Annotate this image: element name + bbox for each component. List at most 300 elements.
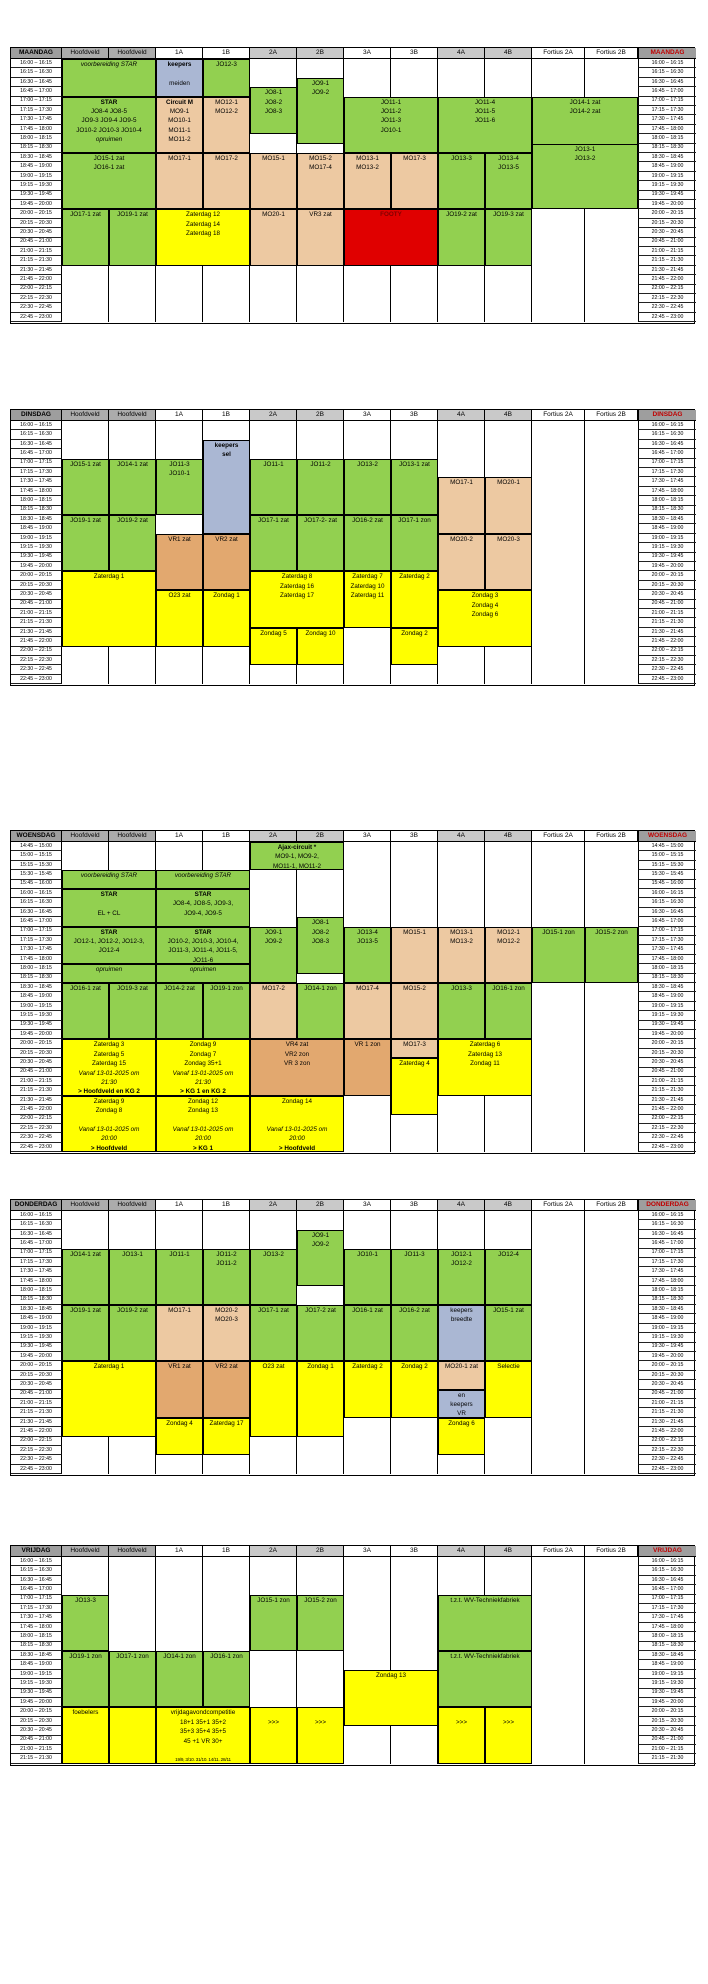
cell-line: Circuit M <box>166 98 193 106</box>
time-slot-label: 17:15 – 17:30 <box>11 1604 62 1613</box>
cell-line: voorbereiding STAR <box>80 61 138 68</box>
schedule-cell <box>156 870 250 889</box>
schedule-cell <box>156 1418 203 1456</box>
time-slot-label: 15:45 – 16:00 <box>638 880 696 889</box>
schedule-cell <box>438 97 532 153</box>
time-slot-label: 22:00 – 22:15 <box>638 1437 696 1446</box>
time-slot-label: 19:15 – 19:30 <box>11 181 62 190</box>
cell-line: JO11-3 <box>404 1250 425 1258</box>
time-slot-label: 17:45 – 18:00 <box>11 955 62 964</box>
time-slot-label: 16:45 – 17:00 <box>11 917 62 926</box>
time-slot-label: 19:15 – 19:30 <box>638 543 696 552</box>
schedule-cell <box>250 1249 297 1305</box>
cell-line: voorbereiding STAR <box>80 872 138 880</box>
time-slot-label: 22:30 – 22:45 <box>638 1455 696 1464</box>
cell-line: Selectie <box>497 1363 520 1371</box>
time-slot-label: 20:00 – 20:15 <box>638 1361 696 1370</box>
cell-line: t.z.t. WV-Techniekfabriek <box>450 1653 520 1660</box>
time-slot-label: 21:30 – 21:45 <box>11 266 62 275</box>
cell-line: MO13-1 <box>356 155 379 162</box>
time-slot-label: 22:00 – 22:15 <box>11 1437 62 1446</box>
cell-line: JO14-1 zat <box>569 98 601 106</box>
schedule-cell <box>250 1039 344 1095</box>
schedule-cell <box>391 927 438 983</box>
time-slot-label: 16:00 – 16:15 <box>11 59 62 68</box>
cell-line: keepers <box>450 1307 473 1314</box>
cell-line: JO13-1 <box>122 1250 143 1258</box>
time-slot-label: 17:45 – 18:00 <box>638 1277 696 1286</box>
schedule-cell <box>109 1707 156 1763</box>
time-slot-label: 20:00 – 20:15 <box>11 1361 62 1370</box>
cell-line: JO11-2 <box>216 1250 237 1258</box>
schedule-cell <box>62 1361 156 1436</box>
time-slot-label: 17:45 – 18:00 <box>11 1623 62 1632</box>
schedule-cell <box>297 1707 344 1763</box>
schedule-cell <box>438 1418 485 1456</box>
cell-line: JO9-2 <box>264 937 283 945</box>
cell-line: JO19-2 zat <box>117 1307 148 1314</box>
column-header-1b: 1B <box>203 1546 250 1557</box>
time-slot-label: 16:45 – 17:00 <box>11 1585 62 1594</box>
cell-line: foebelers <box>72 1709 99 1717</box>
time-slot-label: 19:00 – 19:15 <box>11 1002 62 1011</box>
schedule-cell <box>62 59 156 97</box>
column-header-3a: 3A <box>344 48 391 59</box>
time-slot-label: 15:15 – 15:30 <box>11 861 62 870</box>
cell-line: Zondag 6 <box>448 1419 475 1427</box>
cell-line: JO8-4 JO8-5 <box>90 107 128 115</box>
time-slot-label: 21:00 – 21:15 <box>638 1745 696 1754</box>
schedule-cell <box>344 1361 391 1417</box>
cell-line: VR2 zon <box>284 1050 310 1058</box>
cell-line: MO13-2 <box>356 164 379 172</box>
cell-line: >>> <box>502 1718 515 1726</box>
column-header-hoofdveld: Hoofdveld <box>62 410 109 421</box>
cell-line: O23 zat <box>168 592 191 600</box>
time-slot-label: 19:00 – 19:15 <box>638 172 696 181</box>
schedule-cell <box>203 153 250 209</box>
cell-line: JO11-1 <box>169 1250 190 1258</box>
cell-line: MO17-3 <box>403 1041 426 1049</box>
time-slot-label: 16:00 – 16:15 <box>638 1211 696 1220</box>
time-slot-label: 20:00 – 20:15 <box>11 1707 62 1716</box>
time-slot-label: 21:45 – 22:00 <box>11 1427 62 1436</box>
schedule-cell <box>109 209 156 265</box>
schedule-cell <box>297 459 344 515</box>
cell-line: JO11-4 <box>474 98 496 106</box>
cell-line: Zaterdag 13 <box>468 1050 502 1058</box>
cell-line: JO15-1 zat <box>93 155 125 162</box>
schedule-cell <box>438 1595 532 1651</box>
time-slot-label: 18:45 – 19:00 <box>638 1314 696 1323</box>
time-slot-label: 19:00 – 19:15 <box>11 1324 62 1333</box>
cell-line: MO13-1 <box>450 928 473 936</box>
time-slot-label: 22:30 – 22:45 <box>11 1133 62 1142</box>
schedule-cell <box>485 209 532 265</box>
time-slot-label: 20:00 – 20:15 <box>638 1039 696 1048</box>
time-slot-label: 21:00 – 21:15 <box>638 609 696 618</box>
cell-line: JO16-2 zat <box>399 1307 430 1314</box>
column-header-fortius-2b: Fortius 2B <box>585 410 638 421</box>
column-strip <box>532 1211 585 1474</box>
cell-line: JO11-2 <box>216 1259 237 1267</box>
time-slot-label: 18:45 – 19:00 <box>638 162 696 171</box>
cell-line: VR1 zat <box>168 1363 191 1371</box>
schedule-cell <box>62 97 156 153</box>
time-slot-label: 18:30 – 18:45 <box>638 1305 696 1314</box>
time-slot-label: 19:15 – 19:30 <box>638 1679 696 1688</box>
time-slot-label: 21:00 – 21:15 <box>638 1077 696 1086</box>
time-slot-label: 16:45 – 17:00 <box>638 917 696 926</box>
time-slot-label: 17:00 – 17:15 <box>638 97 696 106</box>
schedule-cell <box>156 1249 203 1305</box>
time-slot-label: 22:15 – 22:30 <box>638 1446 696 1455</box>
cell-line: Zondag 8 <box>95 1107 123 1115</box>
schedule-cell <box>156 1096 250 1152</box>
time-slot-label: 22:30 – 22:45 <box>638 303 696 312</box>
cell-line: 19/9, 3/10. 31/10. 14/11. 28/11 <box>175 1757 231 1763</box>
column-header-hoofdveld: Hoofdveld <box>62 1200 109 1211</box>
cell-line: MO13-2 <box>450 937 473 945</box>
column-header-hoofdveld: Hoofdveld <box>62 1546 109 1557</box>
time-slot-label: 20:45 – 21:00 <box>638 238 696 247</box>
schedule-cell <box>156 1039 250 1095</box>
time-slot-label: 22:00 – 22:15 <box>638 647 696 656</box>
schedule-cell <box>62 1305 109 1361</box>
cell-line: MO9-1, MO9-2, <box>275 853 319 861</box>
time-slot-label: 20:15 – 20:30 <box>638 219 696 228</box>
column-header-fortius-2b: Fortius 2B <box>585 48 638 59</box>
time-slot-label: 16:15 – 16:30 <box>11 430 62 439</box>
cell-line: JO12-2 <box>451 1259 472 1267</box>
time-slot-label: 16:30 – 16:45 <box>638 1230 696 1239</box>
column-header-3b: 3B <box>391 1200 438 1211</box>
cell-line: 20:00 <box>101 1135 117 1143</box>
day-label-right: DONDERDAG <box>638 1200 696 1211</box>
cell-line: MO9-1 <box>169 107 190 115</box>
schedule-cell <box>344 1305 391 1361</box>
time-slot-label: 16:30 – 16:45 <box>11 440 62 449</box>
schedule-cell <box>438 477 485 533</box>
schedule-cell <box>391 1039 438 1058</box>
time-slot-label: 17:15 – 17:30 <box>638 1604 696 1613</box>
cell-line: Zondag 9 <box>189 1041 217 1049</box>
cell-line: VR4 zat <box>285 1041 309 1049</box>
column-header-1b: 1B <box>203 48 250 59</box>
schedule-cell <box>156 1305 203 1361</box>
cell-line: JO10-2 JO10-3 JO10-4 <box>76 126 142 134</box>
schedule-cell <box>344 153 391 209</box>
column-header-2b: 2B <box>297 831 344 842</box>
cell-line: Zaterdag 5 <box>93 1050 125 1058</box>
time-slot-label: 22:15 – 22:30 <box>11 656 62 665</box>
time-slot-label: 19:00 – 19:15 <box>638 534 696 543</box>
schedule-cell <box>438 983 485 1039</box>
time-slot-label: 19:45 – 20:00 <box>638 1698 696 1707</box>
schedule-cell <box>344 1039 391 1095</box>
schedule-cell <box>156 459 203 515</box>
time-slot-label: 18:00 – 18:15 <box>11 496 62 505</box>
cell-line: Zondag 4 <box>471 601 499 609</box>
time-slot-label: 18:45 – 19:00 <box>11 1660 62 1669</box>
time-slot-label: 16:15 – 16:30 <box>638 430 696 439</box>
column-header-2b: 2B <box>297 1200 344 1211</box>
column-header-2b: 2B <box>297 1546 344 1557</box>
cell-line: JO17-1 zat <box>258 517 289 524</box>
cell-line: MO17-1 <box>450 479 473 487</box>
cell-line: JO15-2 zon <box>595 928 628 936</box>
schedule-cell <box>62 964 156 983</box>
cell-line: Vanaf 13-01-2025 om <box>78 1069 140 1077</box>
time-slot-label: 21:15 – 21:30 <box>11 256 62 265</box>
time-slot-label: 15:00 – 15:15 <box>11 851 62 860</box>
time-slot-label: 21:15 – 21:30 <box>638 1408 696 1417</box>
time-slot-label: 20:45 – 21:00 <box>11 238 62 247</box>
cell-line: JO13-5 <box>357 937 378 945</box>
cell-line: Zaterdag 10 <box>350 582 385 590</box>
time-slot-label: 20:30 – 20:45 <box>11 1058 62 1067</box>
cell-line: Zaterdag 9 <box>93 1097 125 1105</box>
time-slot-label: 19:15 – 19:30 <box>11 543 62 552</box>
schedule-cell <box>203 590 250 646</box>
time-slot-label: 21:15 – 21:30 <box>638 618 696 627</box>
cell-line: 20:00 <box>195 1135 211 1143</box>
schedule-cell <box>485 477 532 533</box>
time-slot-label: 19:30 – 19:45 <box>11 1689 62 1698</box>
time-slot-label: 19:30 – 19:45 <box>638 1021 696 1030</box>
time-slot-label: 20:45 – 21:00 <box>638 1736 696 1745</box>
time-slot-label: 14:45 – 15:00 <box>11 842 62 851</box>
day-label-left: DINSDAG <box>11 410 62 421</box>
cell-line: MO11-1, MO11-2 <box>272 862 322 870</box>
schedule-cell <box>250 628 297 666</box>
cell-line: Zondag 13 <box>187 1107 219 1115</box>
time-slot-label: 15:45 – 16:00 <box>11 880 62 889</box>
time-slot-label: 20:15 – 20:30 <box>638 1717 696 1726</box>
cell-line: JO15-1 zat <box>70 460 101 468</box>
cell-line: JO9-3 JO9-4 JO9-5 <box>81 117 137 125</box>
time-slot-label: 19:00 – 19:15 <box>11 172 62 181</box>
column-strip <box>532 1557 585 1764</box>
cell-line: Zaterdag 15 <box>92 1060 126 1068</box>
time-slot-label: 21:30 – 21:45 <box>638 1418 696 1427</box>
cell-line: opruimen <box>189 966 217 974</box>
time-slot-label: 17:45 – 18:00 <box>11 125 62 134</box>
time-slot-label: 16:45 – 17:00 <box>638 1585 696 1594</box>
time-slot-label: 22:45 – 23:00 <box>638 675 696 684</box>
cell-line: JO13-3 <box>451 985 472 992</box>
cell-line: JO13-3 <box>451 155 472 162</box>
cell-line: JO10-2, JO10-3, JO10-4, <box>167 937 239 945</box>
column-header-4b: 4B <box>485 831 532 842</box>
cell-line: JO17-1 zon <box>116 1653 149 1660</box>
cell-line <box>486 1708 531 1717</box>
time-slot-label: 20:00 – 20:15 <box>11 571 62 580</box>
cell-line: JO13-1 zat <box>399 460 430 468</box>
time-slot-label: 20:30 – 20:45 <box>638 228 696 237</box>
time-slot-label: 22:00 – 22:15 <box>11 1115 62 1124</box>
time-slot-label: 18:45 – 19:00 <box>11 524 62 533</box>
schedule-cell <box>438 1305 485 1361</box>
time-slot-label: 16:15 – 16:30 <box>11 898 62 907</box>
time-slot-label: 19:45 – 20:00 <box>11 562 62 571</box>
time-slot-label: 19:30 – 19:45 <box>638 553 696 562</box>
schedule-cell <box>203 1361 250 1417</box>
time-slot-label: 22:00 – 22:15 <box>638 1115 696 1124</box>
time-slot-label: 18:30 – 18:45 <box>638 153 696 162</box>
cell-line: > Hoofdveld <box>90 1144 128 1152</box>
cell-line: JO16-1 zon <box>210 1653 243 1660</box>
schedule-cell <box>156 964 250 983</box>
column-strip <box>585 1557 638 1764</box>
cell-line: JO9-2 <box>311 89 330 97</box>
cell-line: JO16-1 zat <box>70 985 101 992</box>
cell-line <box>63 1116 155 1125</box>
time-slot-label: 18:15 – 18:30 <box>638 506 696 515</box>
cell-line: MO20-3 <box>215 1316 238 1324</box>
schedule-cell <box>62 153 156 209</box>
schedule-cell <box>109 1651 156 1707</box>
schedule-cell <box>391 983 438 1039</box>
time-slot-label: 21:15 – 21:30 <box>638 256 696 265</box>
time-slot-label: 21:45 – 22:00 <box>638 1427 696 1436</box>
schedule-cell <box>156 889 250 927</box>
day-label-right: MAANDAG <box>638 48 696 59</box>
cell-line: EL + CL <box>97 909 121 917</box>
time-slot-label: 18:45 – 19:00 <box>638 1660 696 1669</box>
time-slot-label: 20:15 – 20:30 <box>11 1717 62 1726</box>
cell-line: Zondag 10 <box>305 629 336 637</box>
cell-line: MO20-1 zat <box>445 1363 478 1371</box>
cell-line: keepers <box>167 61 192 68</box>
schedule-cell <box>438 1361 485 1389</box>
schedule-cell <box>297 1230 344 1286</box>
schedule-cell <box>62 1595 109 1651</box>
schedule-cell <box>585 927 638 983</box>
cell-line: Zondag 6 <box>471 610 499 618</box>
column-header-4a: 4A <box>438 831 485 842</box>
cell-line: STAR <box>194 891 212 898</box>
schedule-cell <box>344 983 391 1039</box>
day-label-right: DINSDAG <box>638 410 696 421</box>
cell-line: JO11-1 <box>380 98 402 106</box>
cell-line: JO13-2 <box>357 460 378 468</box>
cell-line <box>157 69 202 78</box>
schedule-cell <box>250 459 297 515</box>
time-slot-label: 16:00 – 16:15 <box>11 889 62 898</box>
time-slot-label: 17:45 – 18:00 <box>638 487 696 496</box>
time-slot-label: 18:30 – 18:45 <box>11 983 62 992</box>
time-slot-label: 22:30 – 22:45 <box>638 665 696 674</box>
time-slot-label: 16:00 – 16:15 <box>11 1211 62 1220</box>
schedule-cell <box>62 889 156 927</box>
cell-line: JO11-2 <box>380 107 402 115</box>
column-header-fortius-2b: Fortius 2B <box>585 831 638 842</box>
time-slot-label: 18:30 – 18:45 <box>638 1651 696 1660</box>
cell-line: MO10-1 <box>168 117 191 125</box>
time-slot-label: 20:30 – 20:45 <box>11 1726 62 1735</box>
time-slot-label: 19:45 – 20:00 <box>638 562 696 571</box>
column-header-2b: 2B <box>297 48 344 59</box>
cell-line: MO17-2 <box>262 985 285 992</box>
time-slot-label: 21:00 – 21:15 <box>638 247 696 256</box>
time-slot-label: 20:30 – 20:45 <box>11 1380 62 1389</box>
time-slot-label: 22:45 – 23:00 <box>638 313 696 322</box>
schedule-cell <box>297 515 344 571</box>
time-slot-label: 18:45 – 19:00 <box>11 1314 62 1323</box>
time-slot-label: 18:15 – 18:30 <box>638 144 696 153</box>
time-slot-label: 18:45 – 19:00 <box>638 992 696 1001</box>
cell-line: JO8-3 <box>311 937 330 945</box>
cell-line: Zaterdag 12 <box>186 211 220 219</box>
cell-line: 35+3 35+4 35+5 <box>179 1728 227 1736</box>
time-slot-label: 20:45 – 21:00 <box>638 1390 696 1399</box>
schedule-cell <box>203 440 250 534</box>
time-slot-label: 18:15 – 18:30 <box>11 1642 62 1651</box>
column-header-fortius-2a: Fortius 2A <box>532 48 585 59</box>
cell-line: JO15-1 zat <box>493 1307 524 1314</box>
time-slot-label: 20:15 – 20:30 <box>11 1371 62 1380</box>
time-slot-label: 19:45 – 20:00 <box>11 1030 62 1039</box>
cell-line: sel <box>222 451 231 459</box>
cell-line: MO15-1 <box>262 155 285 162</box>
time-slot-label: 22:15 – 22:30 <box>638 656 696 665</box>
cell-line: Zaterdag 1 <box>93 573 125 581</box>
cell-line <box>251 1116 343 1125</box>
schedule-cell <box>156 534 203 590</box>
cell-line: JO15-1 zon <box>542 928 575 936</box>
schedule-cell <box>438 209 485 265</box>
time-slot-label: 21:15 – 21:30 <box>11 618 62 627</box>
cell-line: MO17-4 <box>309 164 332 172</box>
cell-line: VR <box>457 1410 466 1418</box>
cell-line: JO11-3 <box>169 460 190 468</box>
time-slot-label: 20:30 – 20:45 <box>638 1726 696 1735</box>
schedule-cell <box>62 1651 109 1707</box>
schedule-cell <box>344 209 438 265</box>
cell-line <box>298 1708 343 1717</box>
time-slot-label: 17:00 – 17:15 <box>638 927 696 936</box>
time-slot-label: 16:30 – 16:45 <box>11 1576 62 1585</box>
time-slot-label: 17:30 – 17:45 <box>11 1267 62 1276</box>
schedule-cell <box>203 1305 250 1361</box>
column-header-4b: 4B <box>485 1546 532 1557</box>
schedule-cell <box>156 590 203 646</box>
cell-line: t.z.t. WV-Techniekfabriek <box>450 1596 520 1604</box>
cell-line: vrijdagavondcompetitie <box>170 1709 236 1717</box>
cell-line: JO19-1 zat <box>117 211 148 219</box>
time-slot-label: 15:15 – 15:30 <box>638 861 696 870</box>
time-slot-label: 19:45 – 20:00 <box>638 200 696 209</box>
time-slot-label: 22:00 – 22:15 <box>638 285 696 294</box>
cell-line: JO8-1 <box>264 89 283 97</box>
schedule-cell <box>250 842 344 870</box>
cell-line: Zondag 4 <box>166 1419 193 1427</box>
schedule-cell <box>438 590 532 646</box>
time-slot-label: 16:45 – 17:00 <box>638 87 696 96</box>
cell-line: MO12-1 <box>215 98 238 106</box>
cell-line: Zondag 1 <box>307 1363 334 1371</box>
time-slot-label: 20:15 – 20:30 <box>638 581 696 590</box>
cell-line: JO12-1, JO12-2, JO12-3, <box>73 937 145 945</box>
day-block-woensdag <box>10 830 695 1154</box>
cell-line: JO19-2 zat <box>117 517 148 524</box>
schedule-cell <box>203 97 250 153</box>
time-slot-label: 16:15 – 16:30 <box>11 68 62 77</box>
schedule-cell <box>391 1058 438 1114</box>
schedule-cell <box>297 209 344 265</box>
day-block-vrijdag <box>10 1545 695 1766</box>
